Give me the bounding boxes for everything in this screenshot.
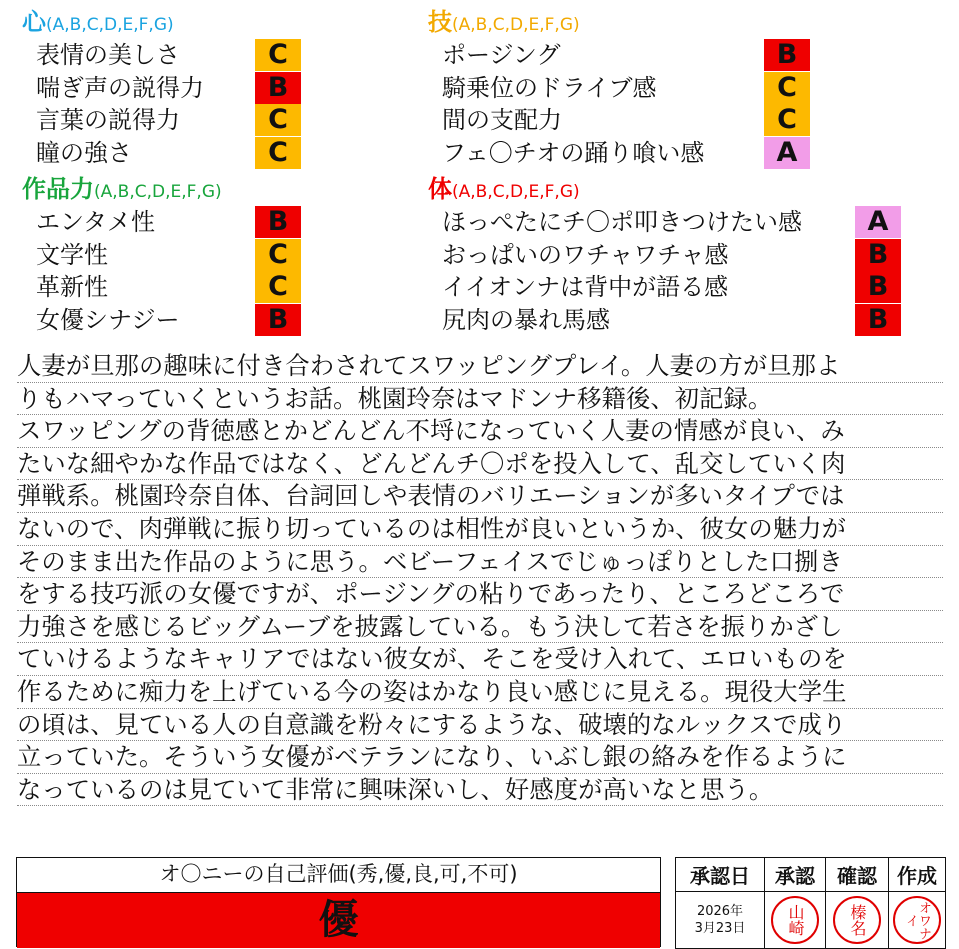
waza-item bbox=[442, 72, 812, 104]
review-line: 作るために痴力を上げている今の姿はかなり良い感じに見える。現役大学生 bbox=[17, 676, 943, 709]
review-line: りもハマっていくというお話。桃園玲奈はマドンナ移籍後、初記録。 bbox=[17, 383, 943, 416]
item-label: 騎乗位のドライブ感 bbox=[442, 74, 657, 102]
grade-badge: C bbox=[255, 239, 301, 271]
self-evaluation-value: 優 bbox=[17, 893, 660, 948]
kokoro-item bbox=[36, 39, 301, 71]
grade-badge: B bbox=[255, 72, 301, 104]
karada-item bbox=[442, 206, 902, 238]
kokoro-section-title bbox=[22, 9, 174, 38]
item-label: フェ〇チオの踊り喰い感 bbox=[442, 139, 705, 167]
grade-badge: C bbox=[255, 271, 301, 303]
sakuhin-item bbox=[36, 239, 301, 271]
approval-header: 承認 bbox=[765, 858, 826, 892]
grade-badge: B bbox=[855, 239, 901, 271]
waza-title: 技 bbox=[428, 8, 452, 36]
approval-stamp-cell bbox=[765, 892, 826, 949]
item-label: 文学性 bbox=[36, 241, 108, 269]
waza-item bbox=[442, 39, 812, 71]
approval-date-cell bbox=[676, 892, 765, 949]
self-evaluation-box bbox=[16, 857, 661, 947]
grade-badge: A bbox=[855, 206, 901, 238]
item-label: ポージング bbox=[442, 41, 561, 69]
grade-badge: C bbox=[255, 39, 301, 71]
grade-badge: C bbox=[764, 104, 810, 136]
grade-badge: B bbox=[855, 271, 901, 303]
review-line: スワッピングの背徳感とかどんどん不埒になっていく人妻の情感が良い、み bbox=[17, 415, 943, 448]
item-label: 尻肉の暴れ馬感 bbox=[442, 306, 610, 334]
create-hanko-stamp: オワナイ bbox=[893, 896, 941, 944]
sakuhin-section-title bbox=[22, 176, 222, 205]
create-header: 作成 bbox=[889, 858, 946, 892]
kokoro-scale: (A,B,C,D,E,F,G) bbox=[46, 15, 174, 35]
karada-item bbox=[442, 271, 902, 303]
kokoro-title: 心 bbox=[22, 8, 46, 36]
approval-date-day: 3月23日 bbox=[694, 921, 746, 936]
kokoro-item bbox=[36, 104, 301, 136]
review-line: ていけるようなキャリアではない彼女が、そこを受け入れて、エロいものを bbox=[17, 643, 943, 676]
grade-badge: C bbox=[255, 137, 301, 169]
grade-badge: B bbox=[855, 304, 901, 336]
review-line: ないので、肉弾戦に振り切っているのは相性が良いというか、彼女の魅力が bbox=[17, 513, 943, 546]
review-line: 力強さを感じるビッグムーブを披露している。もう決して若さを振りかざし bbox=[17, 611, 943, 644]
review-line: の頃は、見ている人の自意識を粉々にするような、破壊的なルックスで成り bbox=[17, 709, 943, 742]
grade-badge: C bbox=[764, 72, 810, 104]
confirm-header: 確認 bbox=[826, 858, 889, 892]
kokoro-item bbox=[36, 72, 301, 104]
review-line: 人妻が旦那の趣味に付き合わされてスワッピングプレイ。人妻の方が旦那よ bbox=[17, 350, 943, 383]
item-label: イイオンナは背中が語る感 bbox=[442, 273, 729, 301]
confirm-stamp-cell bbox=[826, 892, 889, 949]
item-label: 女優シナジー bbox=[36, 306, 180, 334]
grade-badge: C bbox=[255, 104, 301, 136]
item-label: 革新性 bbox=[36, 273, 108, 301]
karada-section-title bbox=[428, 176, 580, 205]
review-line: たいな細やかな作品ではなく、どんどんチ〇ポを投入して、乱交していく肉 bbox=[17, 448, 943, 481]
waza-section-title bbox=[428, 9, 580, 38]
item-label: 瞳の強さ bbox=[36, 139, 132, 167]
review-line: そのまま出た作品のように思う。ベビーフェイスでじゅっぽりとした口捌き bbox=[17, 546, 943, 579]
waza-item bbox=[442, 137, 812, 169]
karada-item bbox=[442, 239, 902, 271]
review-line: なっているのは見ていて非常に興味深いし、好感度が高いなと思う。 bbox=[17, 774, 943, 807]
sakuhin-scale: (A,B,C,D,E,F,G) bbox=[94, 182, 222, 202]
item-label: 表情の美しさ bbox=[36, 41, 180, 69]
approval-date-year: 2026年 bbox=[696, 904, 744, 919]
kokoro-item bbox=[36, 137, 301, 169]
waza-item bbox=[442, 104, 812, 136]
review-text bbox=[17, 350, 943, 806]
grade-badge: B bbox=[764, 39, 810, 71]
sakuhin-title: 作品力 bbox=[22, 175, 94, 203]
self-evaluation-heading: オ〇ニーの自己評価(秀,優,良,可,不可) bbox=[17, 858, 660, 893]
karada-title: 体 bbox=[428, 175, 452, 203]
waza-scale: (A,B,C,D,E,F,G) bbox=[452, 15, 580, 35]
approval-date-header: 承認日 bbox=[676, 858, 765, 892]
review-line: 弾戦系。桃園玲奈自体、台詞回しや表情のバリエーションが多いタイプでは bbox=[17, 480, 943, 513]
sakuhin-item bbox=[36, 304, 301, 336]
item-label: エンタメ性 bbox=[36, 208, 156, 236]
item-label: おっぱいのワチャワチャ感 bbox=[442, 241, 729, 269]
grade-badge: B bbox=[255, 304, 301, 336]
review-line: をする技巧派の女優ですが、ポージングの粘りであったり、ところどころで bbox=[17, 578, 943, 611]
karada-scale: (A,B,C,D,E,F,G) bbox=[452, 182, 580, 202]
grade-badge: B bbox=[255, 206, 301, 238]
karada-item bbox=[442, 304, 902, 336]
approve-hanko-stamp: 山崎 bbox=[771, 896, 819, 944]
sakuhin-item bbox=[36, 206, 301, 238]
confirm-hanko-stamp: 榛名 bbox=[833, 896, 881, 944]
item-label: 言葉の説得力 bbox=[36, 106, 180, 134]
item-label: 喘ぎ声の説得力 bbox=[36, 74, 204, 102]
review-line: 立っていた。そういう女優がベテランになり、いぶし銀の絡みを作るように bbox=[17, 741, 943, 774]
item-label: 間の支配力 bbox=[442, 106, 562, 134]
create-stamp-cell bbox=[889, 892, 946, 949]
sakuhin-item bbox=[36, 271, 301, 303]
item-label: ほっぺたにチ〇ポ叩きつけたい感 bbox=[442, 208, 802, 236]
grade-badge: A bbox=[764, 137, 810, 169]
approval-table bbox=[675, 857, 946, 949]
